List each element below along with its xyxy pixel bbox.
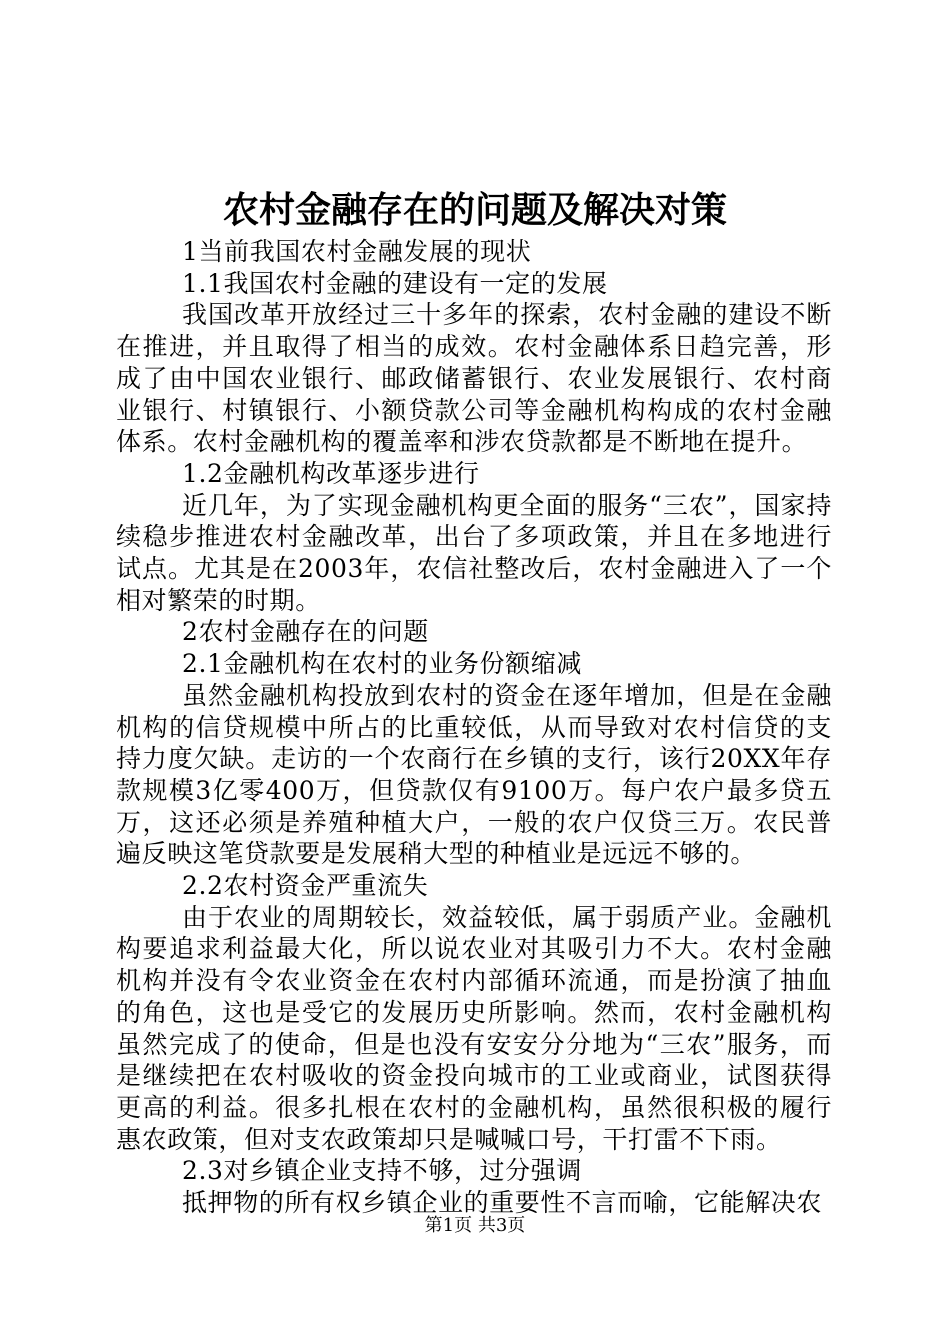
subsection-heading: 1.1我国农村金融的建设有一定的发展 [182,268,608,298]
section-heading: 2农村金融存在的问题 [182,617,429,647]
body-paragraph: 虽然金融机构投放到农村的资金在逐年增加，但是在金融机构的信贷规模中所占的比重较低，从而导致对农村信贷的支持力度欠缺。走访的一个农商行在乡镇的支行，该行20XX年存款规模3亿零400万，但贷款仅有9100万。每户农户最多贷五万，这还必须是养殖种植大户，一般的农户仅贷三万。农民普遍反映这笔贷款要是发展稍大型的种植业是远远不够的。 [116,680,832,869]
body-paragraph: 我国改革开放经过三十多年的探索，农村金融的建设不断在推进，并且取得了相当的成效。农村金融体系日趋完善，形成了由中国农业银行、邮政储蓄银行、农业发展银行、农村商业银行、村镇银行、小额贷款公司等金融机构构成的农村金融体系。农村金融机构的覆盖率和涉农贷款都是不断地在提升。 [116,300,832,457]
subsection-heading: 2.3对乡镇企业支持不够，过分强调 [182,1156,582,1186]
body-paragraph: 近几年，为了实现金融机构更全面的服务“三农”，国家持续稳步推进农村金融改革，出台了多项政策，并且在多地进行试点。尤其是在2003年，农信社整改后，农村金融进入了一个相对繁荣的时期。 [116,490,832,615]
document-body [116,236,832,1219]
subsection-heading: 2.2农村资金严重流失 [182,871,429,901]
subsection-heading: 2.1金融机构在农村的业务份额缩减 [182,649,582,679]
subsection-heading: 1.2金融机构改革逐步进行 [182,458,480,488]
page-number-footer: 第1页 共3页 [424,1215,526,1236]
body-paragraph: 由于农业的周期较长，效益较低，属于弱质产业。金融机构要追求利益最大化，所以说农业对其吸引力不大。农村金融机构并没有令农业资金在农村内部循环流通，而是扮演了抽血的角色，这也是受它的发展历史所影响。然而，农村金融机构虽然完成了的使命，但是也没有安安分分地为“三农”服务，而是继续把在农村吸收的资金投向城市的工业或商业，试图获得更高的利益。很多扎根在农村的金融机构，虽然很积极的履行惠农政策，但对支农政策却只是喊喊口号，干打雷不下雨。 [116,902,832,1154]
document-title: 农村金融存在的问题及解决对策 [222,189,727,231]
section-heading: 1当前我国农村金融发展的现状 [182,237,532,266]
body-paragraph: 抵押物的所有权乡镇企业的重要性不言而喻，它能解决农 [182,1188,823,1218]
